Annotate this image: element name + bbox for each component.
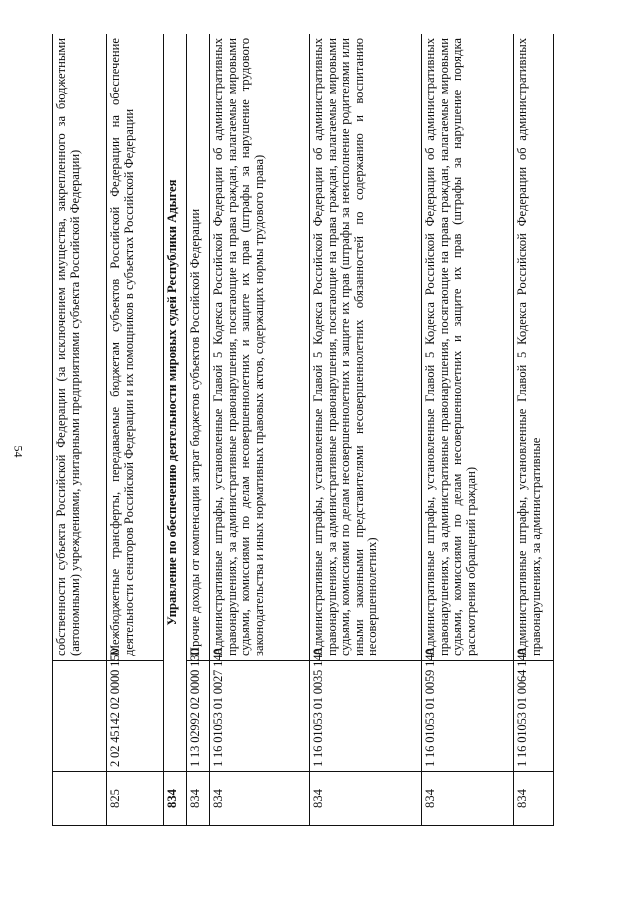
description-cell: Административные штрафы, установленные Главой 5 Кодекса Российской Федерации об административных правонарушениях, за административные правонарушения, посягающие на права граждан, налагаемые мировыми судьями, комиссиями по делам несовершеннолетних и защите их прав (штрафы за нарушение порядка рассмотрения обращений граждан) [422,34,514,661]
description-cell: собственности субъекта Российской Федерации (за исключением имущества, закрепленного за бюджетными (автономными) учреждениями, унитарными предприятиями субъекта Российской Федерации) [53,34,107,661]
description-cell: Административные штрафы, установленные Главой 5 Кодекса Российской Федерации об административных правонарушениях, за административные правонарушения, посягающие на права граждан, налагаемые мировыми судьями, комиссиями по делам несовершеннолетних и защите их прав (штрафы за нарушение трудового законодательства и иных нормативных правовых актов, содержащих нормы трудового права) [210,34,310,661]
kbk-cell: 2 02 45142 02 0000 150 [107,661,164,772]
table-row [310,34,422,826]
admin-code-cell: 834 [310,772,422,826]
description-cell: Административные штрафы, установленные Главой 5 Кодекса Российской Федерации об административных правонарушениях, за административные [514,34,554,661]
section-title: Управление по обеспечению деятельности мировых судей Республики Адыгея [164,34,187,772]
table-row [210,34,310,826]
description-cell: Прочие доходы от компенсации затрат бюджетов субъектов Российской Федерации [187,34,210,661]
table-row [107,34,164,826]
table-row [187,34,210,826]
kbk-cell: 1 16 01053 01 0059 140 [422,661,514,772]
description-cell: Административные штрафы, установленные Главой 5 Кодекса Российской Федерации об административных правонарушениях, за административные правонарушения, посягающие на права граждан, налагаемые мировыми судьями, комиссиями по делам несовершеннолетних и защите их прав (штрафы за неисполнение родителями или иными законными представителями несовершеннолетних обязанностей по содержанию и воспитанию несовершеннолетних) [310,34,422,661]
kbk-cell: 1 13 02992 02 0000 130 [187,661,210,772]
admin-code-cell [53,772,107,826]
kbk-cell: 1 16 01053 01 0027 140 [210,661,310,772]
income-admin-table-container [52,34,592,826]
description-cell: Межбюджетные трансферты, передаваемые бюджетам субъектов Российской Федерации на обеспечение деятельности сенаторов Российской Федерации и их помощников в субъектах Российской Федерации [107,34,164,661]
kbk-cell [53,661,107,772]
admin-code-cell: 834 [164,772,187,826]
table-row [514,34,554,826]
kbk-cell: 1 16 01053 01 0064 140 [514,661,554,772]
section-row [164,34,187,826]
income-admin-table [52,34,554,826]
admin-code-cell: 834 [422,772,514,826]
table-row [422,34,514,826]
kbk-cell: 1 16 01053 01 0035 140 [310,661,422,772]
admin-code-cell: 834 [514,772,554,826]
page-number: 54 [11,445,26,458]
admin-code-cell: 825 [107,772,164,826]
admin-code-cell: 834 [187,772,210,826]
rotated-table-frame [52,34,592,826]
admin-code-cell: 834 [210,772,310,826]
table-row [53,34,107,826]
